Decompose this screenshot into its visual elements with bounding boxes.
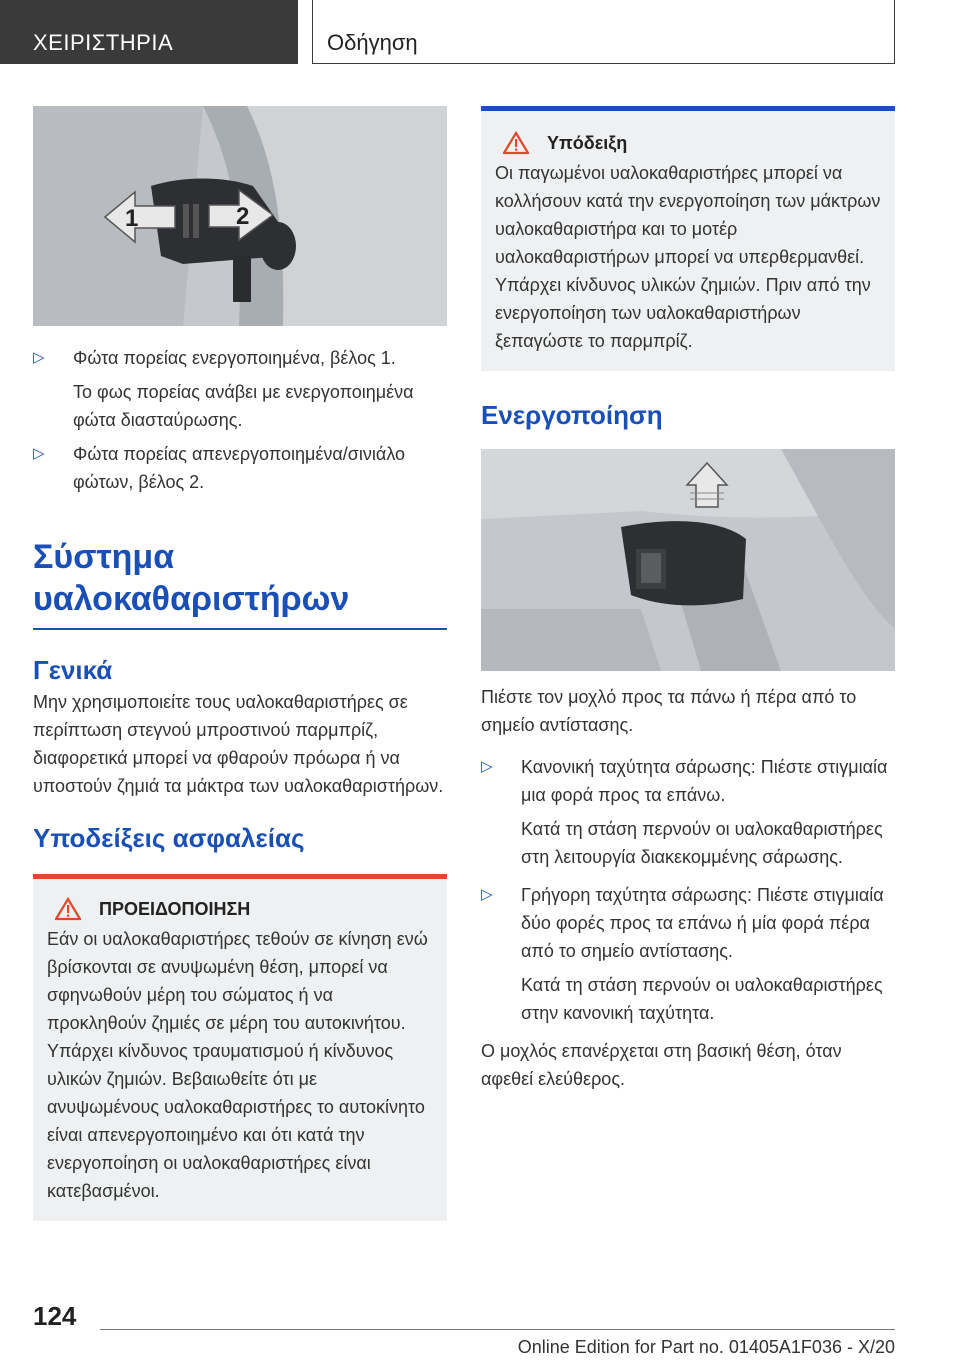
- step-item: [33, 344, 447, 434]
- note-title-row: [495, 131, 881, 155]
- step-text: Κανονική ταχύτητα σάρωσης: Πιέστε στιγμιαία μια φορά προς τα επάνω.: [521, 757, 888, 805]
- step-text: Φώτα πορείας απενεργοποιημένα/σινιάλο φώτων, βέλος 2.: [73, 444, 406, 492]
- activation-outro: Ο μοχλός επανέρχεται στη βασική θέση, όταν αφεθεί ελεύθερος.: [481, 1041, 842, 1089]
- step-subtext: Κατά τη στάση περνούν οι υαλοκαθαριστήρες στη λειτουργία διακεκομμένης σάρωσης.: [521, 819, 883, 867]
- warning-triangle-icon: [55, 897, 81, 921]
- safety-heading: Υποδείξεις ασφαλείας: [33, 823, 305, 853]
- triangle-bullet-icon: ▷: [33, 349, 45, 366]
- left-column: [33, 106, 447, 1221]
- step-item: [33, 440, 447, 496]
- footer-divider: [100, 1329, 895, 1330]
- steps-list-1: [33, 344, 447, 496]
- activation-heading: Ενεργοποίηση: [481, 400, 663, 430]
- headlight-stalk-figure: [33, 106, 447, 326]
- caution-triangle-icon: [503, 131, 529, 155]
- step-text: Γρήγορη ταχύτητα σάρωσης: Πιέστε στιγμιαία δύο φορές προς τα επάνω ή μία φορά πέρα από το σημείο αντίστασης.: [521, 885, 884, 961]
- step-text: Φώτα πορείας ενεργοποιημένα, βέλος 1.: [73, 348, 396, 368]
- note-title: Υπόδειξη: [547, 132, 628, 153]
- right-column: [481, 106, 895, 1093]
- step-subtext: Το φως πορείας ανάβει με ενεργοποιημένα φώτα διασταύρωσης.: [73, 382, 414, 430]
- warning-title: ΠΡΟΕΙΔΟΠΟΙΗΣΗ: [99, 898, 251, 919]
- triangle-bullet-icon: ▷: [481, 758, 493, 775]
- arrow-label-2: 2: [236, 203, 250, 230]
- steps-list-2: [481, 753, 895, 1027]
- note-box: [481, 106, 895, 371]
- warning-text: Εάν οι υαλοκαθαριστήρες τεθούν σε κίνηση ενώ βρίσκονται σε ανυψωμένη θέση, μπορεί να σφηνωθούν μέρη του σώματος ή να προκληθούν ζημιές σε μέρη του αυτοκινήτου. Υπάρχει κίνδυνος τραυματισμού ή κίνδυνος υλικών ζημιών. Βεβαιωθείτε ότι με ανυψωμένους υαλοκαθαριστήρες το αυτοκίνητο είναι απενεργοποιημένο και ότι κατά την ενεργοποίηση οι υαλοκαθαριστήρες είναι κατεβασμένοι.: [47, 929, 428, 1201]
- triangle-bullet-icon: ▷: [33, 445, 45, 462]
- step-item: [481, 881, 895, 1027]
- general-heading: Γενικά: [33, 655, 113, 685]
- note-text: Οι παγωμένοι υαλοκαθαριστήρες μπορεί να κολλήσουν κατά την ενεργοποίηση των μάκτρων υαλοκαθαριστήρα και το μοτέρ υαλοκαθαριστήρων μπορεί να υπερθερμανθεί. Υπάρχει κίνδυνος υλικών ζημιών. Πριν από την ενεργοποίηση των υαλοκαθαριστήρων ξεπαγώστε το παρμπρίζ.: [495, 163, 881, 351]
- section-title: Σύστημα υαλοκαθαριστήρων: [33, 536, 447, 630]
- general-text: Μην χρησιμοποιείτε τους υαλοκαθαριστήρες σε περίπτωση στεγνού μπροστινού παρμπρίζ, διαφορετικά μπορεί να φθαρούν πρόωρα ή να υποστούν ζημιά τα μάκτρα των υαλοκαθαριστήρων.: [33, 692, 444, 796]
- triangle-bullet-icon: ▷: [481, 886, 493, 903]
- arrow-label-1: 1: [125, 205, 139, 232]
- warning-box: [33, 874, 447, 1221]
- activation-intro: Πιέστε τον μοχλό προς τα πάνω ή πέρα από το σημείο αντίστασης.: [481, 687, 857, 735]
- step-item: [481, 753, 895, 871]
- step-subtext: Κατά τη στάση περνούν οι υαλοκαθαριστήρες στην κανονική ταχύτητα.: [521, 975, 883, 1023]
- section-tab: ΧΕΙΡΙΣΤΗΡΙΑ: [0, 0, 298, 64]
- page-number: 124: [33, 1301, 77, 1331]
- warning-title-row: [47, 897, 433, 921]
- chapter-title: Οδήγηση: [312, 0, 895, 64]
- edition-footer: Online Edition for Part no. 01405A1F036 - X/20: [517, 1337, 895, 1357]
- wiper-stalk-figure: [481, 449, 895, 671]
